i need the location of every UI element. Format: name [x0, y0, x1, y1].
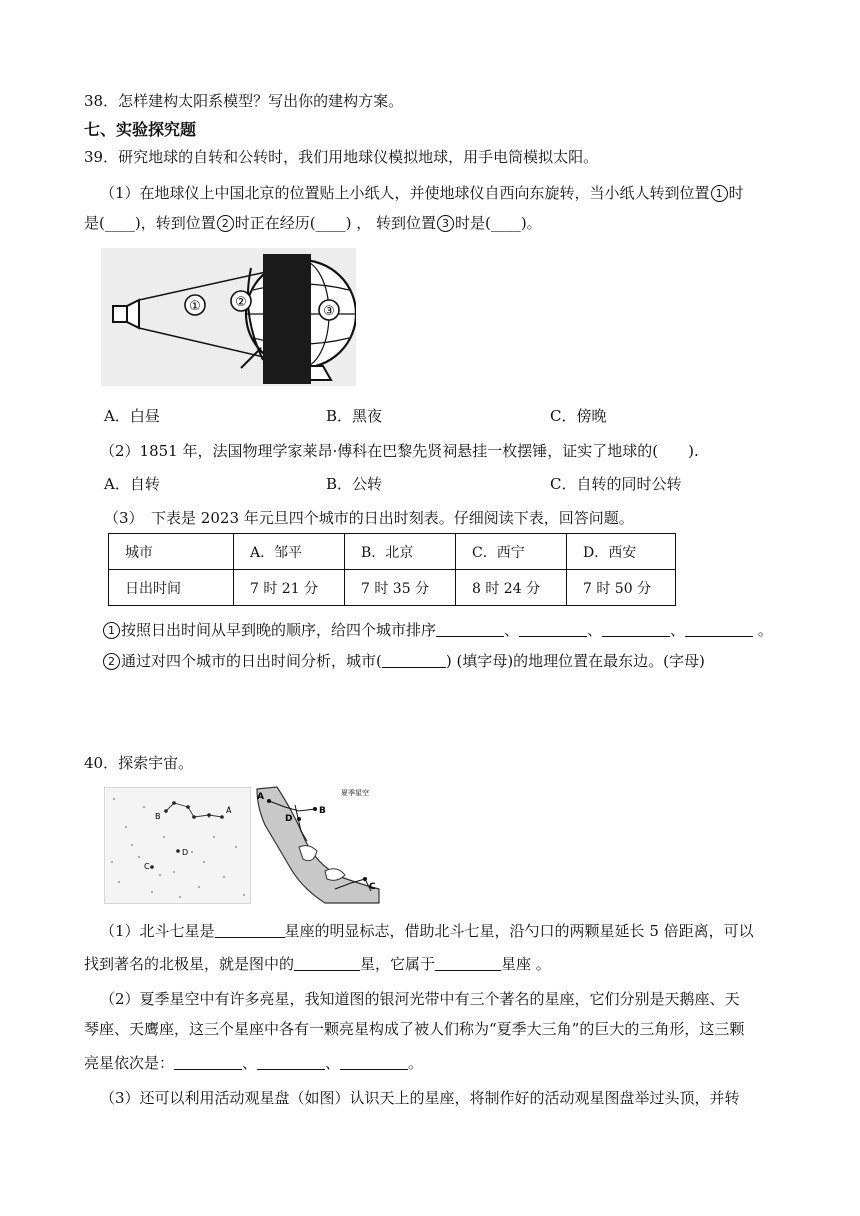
table-cell: 7 时 50 分: [567, 570, 676, 606]
figure-label-3: ③: [323, 304, 335, 319]
q39-part1-text-d: 时正在经历(____) ， 转到位置: [234, 214, 436, 232]
table-cell: 日出时间: [109, 570, 234, 606]
circle-number-1: 1: [711, 185, 728, 202]
table-cell: B．北京: [345, 534, 456, 570]
q40-part1-line1: [100, 920, 754, 941]
star-label-d: D: [285, 814, 293, 824]
question-39-stem: 39．研究地球的自转和公转时，我们用地球仪模拟地球，用手电筒模拟太阳。: [84, 148, 599, 166]
separator: 、: [587, 621, 603, 639]
globe-flashlight-figure: [101, 248, 356, 386]
option-b-revolution[interactable]: B．公转: [326, 475, 383, 493]
q39-part1-text-a: （1）在地球仪上中国北京的位置贴上小纸人，并使地球仪自西向东旋转，当小纸人转到位置: [100, 184, 710, 202]
circle-number-1: 1: [103, 622, 120, 639]
option-c-dusk[interactable]: C．傍晚: [550, 407, 607, 425]
q39-sub1: [102, 619, 773, 640]
summer-sky-figure: [255, 785, 383, 905]
answer-blank[interactable]: [685, 622, 753, 637]
sunrise-table: [108, 533, 676, 606]
table-cell: 7 时 21 分: [234, 570, 345, 606]
circle-number-2: 2: [217, 215, 234, 232]
separator: 、: [504, 621, 520, 639]
table-cell: 7 时 35 分: [345, 570, 456, 606]
table-cell: A．邹平: [234, 534, 345, 570]
q39-part1-text-b: 时: [728, 184, 744, 202]
figure-label-2: ②: [235, 295, 247, 310]
star-label-a: A: [226, 806, 232, 815]
question-38: 38．怎样建构太阳系模型？写出你的建构方案。: [84, 92, 404, 110]
q40-part1-text-a: （1）北斗七星是: [100, 922, 215, 940]
answer-blank[interactable]: [435, 956, 501, 971]
circle-number-3: 3: [437, 215, 454, 232]
star-label-c: C: [144, 862, 150, 871]
answer-blank[interactable]: [519, 622, 587, 637]
table-cell: 8 时 24 分: [456, 570, 567, 606]
star-label-b: B: [319, 806, 326, 816]
answer-blank[interactable]: [340, 1055, 408, 1070]
answer-blank[interactable]: [294, 956, 360, 971]
q40-part1-text-d: 星，它属于: [360, 955, 436, 973]
option-b-night[interactable]: B．黑夜: [326, 407, 383, 425]
answer-blank[interactable]: [215, 923, 285, 938]
q39-sub1-text: 按照日出时间从早到晚的顺序，给四个城市排序: [121, 621, 437, 639]
night-side: [263, 254, 311, 384]
q40-part2-line1: （2）夏季星空中有许多亮星，我知道图的银河光带中有三个著名的星座，它们分别是天鹅座、天: [100, 990, 740, 1008]
table-cell: C．西宁: [456, 534, 567, 570]
table-row: [109, 534, 676, 570]
separator: 、: [670, 621, 686, 639]
circle-number-2: 2: [103, 653, 120, 670]
q40-part1-line2: [84, 953, 551, 974]
answer-blank[interactable]: [382, 653, 446, 668]
period: 。: [753, 621, 773, 639]
q39-sub2: [102, 650, 705, 671]
q40-part1-text-b: 星座的明显标志，借助北斗七星，沿勺口的两颗星延长 5 倍距离，可以: [284, 922, 754, 940]
period: 。: [408, 1054, 424, 1072]
option-a-daytime[interactable]: A．白昼: [104, 407, 160, 425]
q39-part3: （3） 下表是 2023 年元旦四个城市的日出时刻表。仔细阅读下表，回答问题。: [104, 509, 634, 527]
table-row: [109, 570, 676, 606]
star-label-b: B: [155, 812, 161, 821]
separator: 、: [242, 1054, 258, 1072]
q39-sub2-text-a: 通过对四个城市的日出时间分析，城市(: [121, 652, 382, 670]
figure-label-1: ①: [189, 299, 201, 314]
q40-part1-text-c: 找到著名的北极星，就是图中的: [84, 955, 295, 973]
answer-blank[interactable]: [436, 622, 504, 637]
star-label-c: C: [369, 882, 376, 892]
q39-part1-line1: [100, 182, 744, 203]
q40-part3: （3）还可以利用活动观星盘（如图）认识天上的星座，将制作好的活动观星图盘举过头顶，并转: [100, 1089, 740, 1107]
star-label-d: D: [182, 848, 189, 857]
q40-part2-text: 亮星依次是：: [84, 1054, 175, 1072]
section-title: 七、实验探究题: [84, 120, 197, 139]
summer-sky-title: 夏季星空: [341, 789, 369, 797]
q39-part1-text-e: 时是(____)。: [454, 214, 542, 232]
q39-sub2-text-b: ) (填字母)的地理位置在最东边。(字母): [445, 652, 705, 670]
table-cell: 城市: [109, 534, 234, 570]
q39-part1-line2: [84, 212, 542, 233]
answer-blank[interactable]: [257, 1055, 325, 1070]
q40-part2-line3: [84, 1052, 423, 1073]
q39-part1-text-c: 是(____)，转到位置: [84, 214, 216, 232]
answer-blank[interactable]: [174, 1055, 242, 1070]
option-a-rotation[interactable]: A．自转: [104, 475, 160, 493]
option-c-both[interactable]: C．自转的同时公转: [550, 475, 682, 493]
table-cell: D．西安: [567, 534, 676, 570]
separator: 、: [325, 1054, 341, 1072]
star-label-a: A: [257, 792, 264, 802]
q40-part1-text-e: 星座 。: [501, 955, 551, 973]
q39-part2: （2）1851 年，法国物理学家莱昂·傅科在巴黎先贤祠悬挂一枚摆锤，证实了地球的( ).: [100, 442, 699, 460]
answer-blank[interactable]: [602, 622, 670, 637]
flashlight-icon: [113, 306, 127, 322]
q40-part2-line2: 琴座、天鹰座，这三个星座中各有一颗亮星构成了被人们称为“夏季大三角”的巨大的三角形，这三颗: [84, 1020, 745, 1038]
star-field-figure: [104, 787, 251, 904]
question-40-stem: 40．探索宇宙。: [84, 754, 194, 772]
